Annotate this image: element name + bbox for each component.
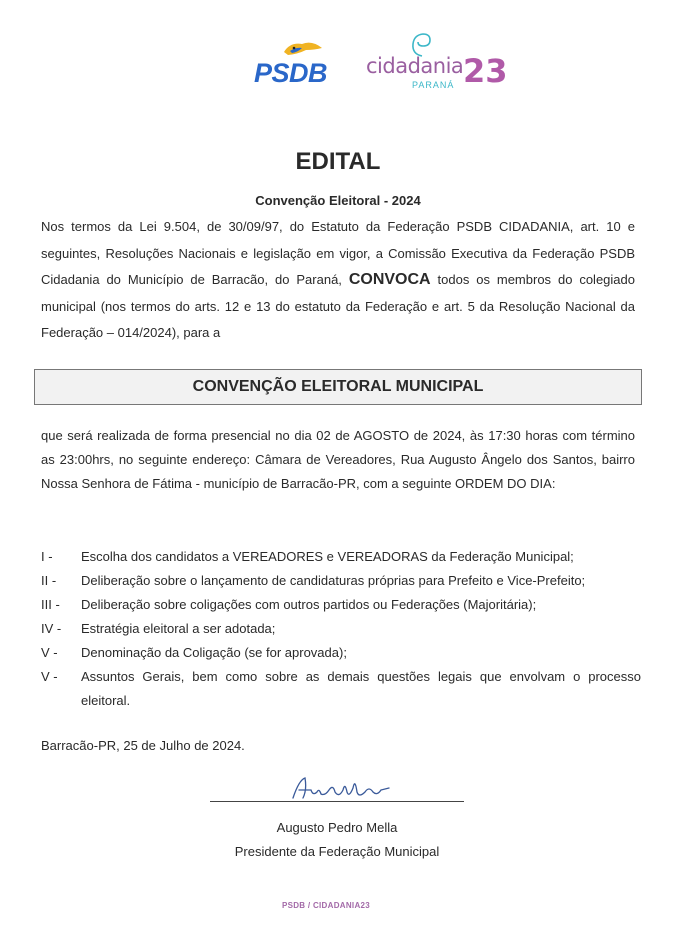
agenda-item-number: I - — [41, 549, 53, 564]
agenda-item-number: II - — [41, 573, 57, 588]
cidadania-logo — [366, 30, 516, 90]
agenda-list — [41, 545, 641, 713]
agenda-item-text: Deliberação sobre coligações com outros partidos ou Federações (Majoritária); — [81, 597, 537, 612]
intro-paragraph — [41, 214, 635, 347]
agenda-item — [41, 545, 641, 569]
agenda-item-text: Escolha dos candidatos a VEREADORES e VEREADORAS da Federação Municipal; — [81, 549, 574, 564]
agenda-item-number: V - — [41, 645, 58, 660]
intro-text-2: todos os membros do colegiado municipal (nos termos do arts. 12 e 13 do estatuto da Federação e art. 5 da Resolução Nacional da Federação – 014/2024), para a — [41, 272, 635, 340]
psdb-logo-text: PSDB — [254, 58, 328, 88]
agenda-item-text: Deliberação sobre o lançamento de candidaturas próprias para Prefeito e Vice-Prefeito; — [81, 573, 586, 588]
cidadania-logo-word: cidadania — [366, 54, 464, 78]
cidadania-logo-number: 23 — [463, 52, 508, 90]
agenda-item-text: Assuntos Gerais, bem como sobre as demais questões legais que envolvam o processo eleitoral. — [81, 669, 641, 708]
convoca-keyword: CONVOCA — [348, 271, 431, 288]
agenda-item-text: Denominação da Coligação (se for aprovada); — [81, 645, 347, 660]
psdb-logo — [254, 38, 338, 88]
agenda-item — [41, 617, 641, 641]
agenda-item-number: III - — [41, 597, 60, 612]
signer-role: Presidente da Federação Municipal — [234, 844, 440, 859]
page-footer: PSDB / CIDADANIA23 — [281, 901, 371, 910]
agenda-item — [41, 665, 641, 713]
convention-title: CONVENÇÃO ELEITORAL MUNICIPAL — [192, 378, 484, 395]
agenda-item-text: Estratégia eleitoral a ser adotada; — [81, 621, 276, 636]
agenda-item-number: IV - — [41, 621, 62, 636]
signature-line — [210, 801, 464, 802]
toucan-icon — [280, 38, 324, 60]
page-subtitle: Convenção Eleitoral - 2024 — [255, 193, 421, 208]
place-date: Barracão-PR, 25 de Julho de 2024. — [41, 738, 245, 753]
agenda-item — [41, 593, 641, 617]
convention-title-box — [34, 369, 642, 405]
agenda-item — [41, 641, 641, 665]
agenda-item — [41, 569, 641, 593]
signer-name: Augusto Pedro Mella — [276, 820, 398, 835]
page-title: EDITAL — [295, 148, 381, 175]
cidadania-logo-state: PARANÁ — [412, 80, 455, 90]
agenda-item-number: V - — [41, 669, 58, 684]
intro-text-1: Nos termos da Lei 9.504, de 30/09/97, do Estatuto da Federação PSDB CIDADANIA, art. 10 e seguintes, Resoluções Nacionais e legislação em vigor, a Comissão Executiva da Federação PSDB Cidadania do Município de Barracão, do Paraná, — [41, 219, 635, 287]
details-paragraph: que será realizada de forma presencial no dia 02 de AGOSTO de 2024, às 17:30 horas com término as 23:00hrs, no seguinte endereço: Câmara de Vereadores, Rua Augusto Ângelo dos Santos, bairro Nossa Senhora de Fátima - município de Barracão-PR, com a seguinte ORDEM DO DIA: — [41, 428, 635, 491]
